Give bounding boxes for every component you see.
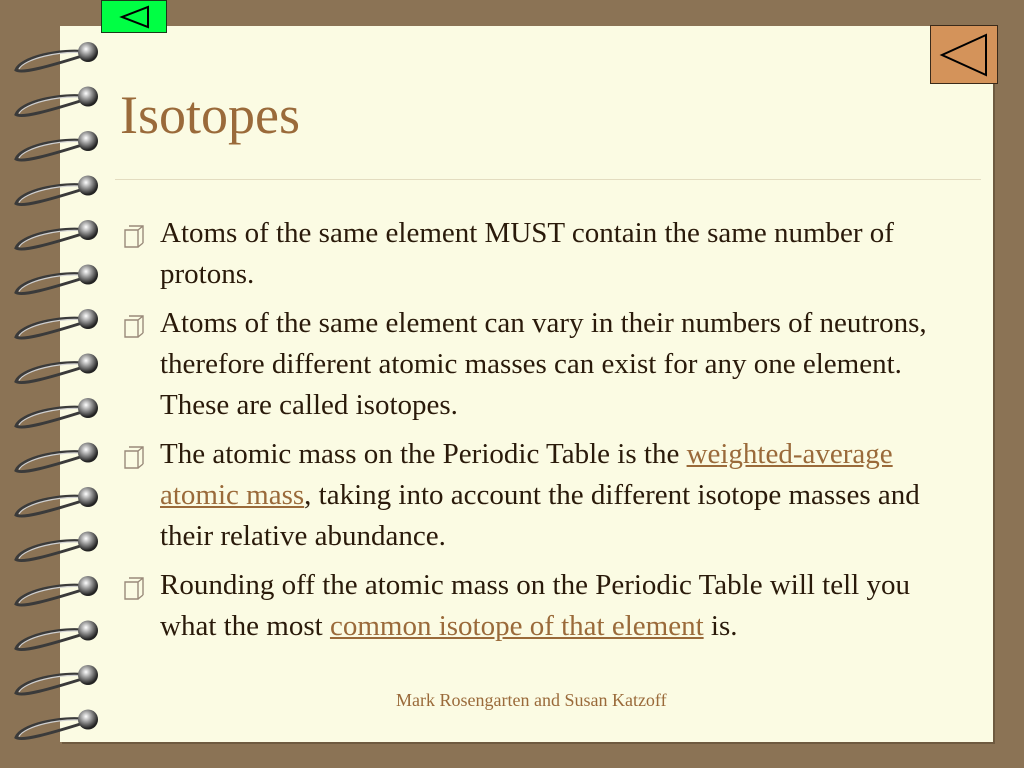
bullet-text: Atoms of the same element MUST contain the same number of protons.	[160, 217, 894, 290]
spiral-wire-highlight	[19, 364, 86, 381]
spiral-wire-highlight	[19, 497, 86, 514]
spiral-ring-knob	[78, 710, 98, 730]
spiral-wire-highlight	[19, 408, 86, 425]
spiral-ring-knob	[78, 665, 98, 685]
triangle-left-icon	[936, 31, 992, 79]
spiral-wire-highlight	[19, 141, 86, 158]
spiral-wire-highlight	[19, 720, 86, 737]
spiral-wire-highlight	[19, 453, 86, 470]
spiral-wire-highlight	[19, 52, 86, 69]
spiral-ring-knob	[78, 487, 98, 507]
bullet-icon	[122, 224, 148, 250]
nav-back-button[interactable]	[930, 25, 998, 84]
bullet-icon	[122, 314, 148, 340]
spiral-wire-highlight	[19, 675, 86, 692]
common-isotope-link[interactable]: common isotope of that element	[329, 610, 704, 642]
list-item	[122, 565, 952, 647]
bullet-icon	[122, 576, 148, 602]
spiral-wire-highlight	[19, 542, 86, 559]
bullet-text: Atoms of the same element can vary in their numbers of neutrons, therefore different atomic masses can exist for any one element. These are called isotopes.	[160, 307, 927, 421]
triangle-left-icon	[114, 4, 154, 30]
spiral-wire-highlight	[19, 631, 86, 648]
spiral-wire-highlight	[19, 186, 86, 203]
footer-credit: Mark Rosengarten and Susan Katzoff	[396, 690, 667, 710]
spiral-wire-highlight	[19, 275, 86, 292]
spiral-ring-knob	[78, 532, 98, 552]
bullet-text-pre: Rounding off the atomic mass on the Periodic Table will tell you what the most	[160, 569, 910, 642]
bullet-text-pre: The atomic mass on the Periodic Table is the	[160, 438, 687, 470]
spiral-ring-knob	[78, 176, 98, 196]
spiral-ring-knob	[78, 398, 98, 418]
spiral-ring-knob	[78, 265, 98, 285]
nav-previous-button[interactable]	[101, 0, 167, 33]
list-item	[122, 213, 952, 295]
weighted-average-link[interactable]: weighted-average atomic mass	[160, 438, 893, 511]
spiral-ring-knob	[78, 621, 98, 641]
spiral-ring-knob	[78, 87, 98, 107]
spiral-ring-knob	[78, 354, 98, 374]
slide-title: Isotopes	[120, 85, 300, 145]
spiral-ring-knob	[78, 220, 98, 240]
spiral-wire-highlight	[19, 97, 86, 114]
spiral-ring-knob	[78, 576, 98, 596]
bullet-text-post: , taking into account the different isotope masses and their relative abundance.	[160, 479, 920, 552]
title-divider	[115, 179, 981, 180]
spiral-wire-highlight	[19, 319, 86, 336]
spiral-wire-highlight	[19, 230, 86, 247]
spiral-binding	[0, 0, 110, 768]
list-item	[122, 303, 952, 426]
bullet-icon	[122, 445, 148, 471]
spiral-ring-knob	[78, 42, 98, 62]
spiral-ring-knob	[78, 309, 98, 329]
list-item	[122, 434, 952, 557]
spiral-ring-knob	[78, 131, 98, 151]
bullet-text-post: is.	[703, 610, 738, 642]
spiral-wire-highlight	[19, 586, 86, 603]
spiral-ring-knob	[78, 443, 98, 463]
bullet-list	[122, 213, 952, 655]
